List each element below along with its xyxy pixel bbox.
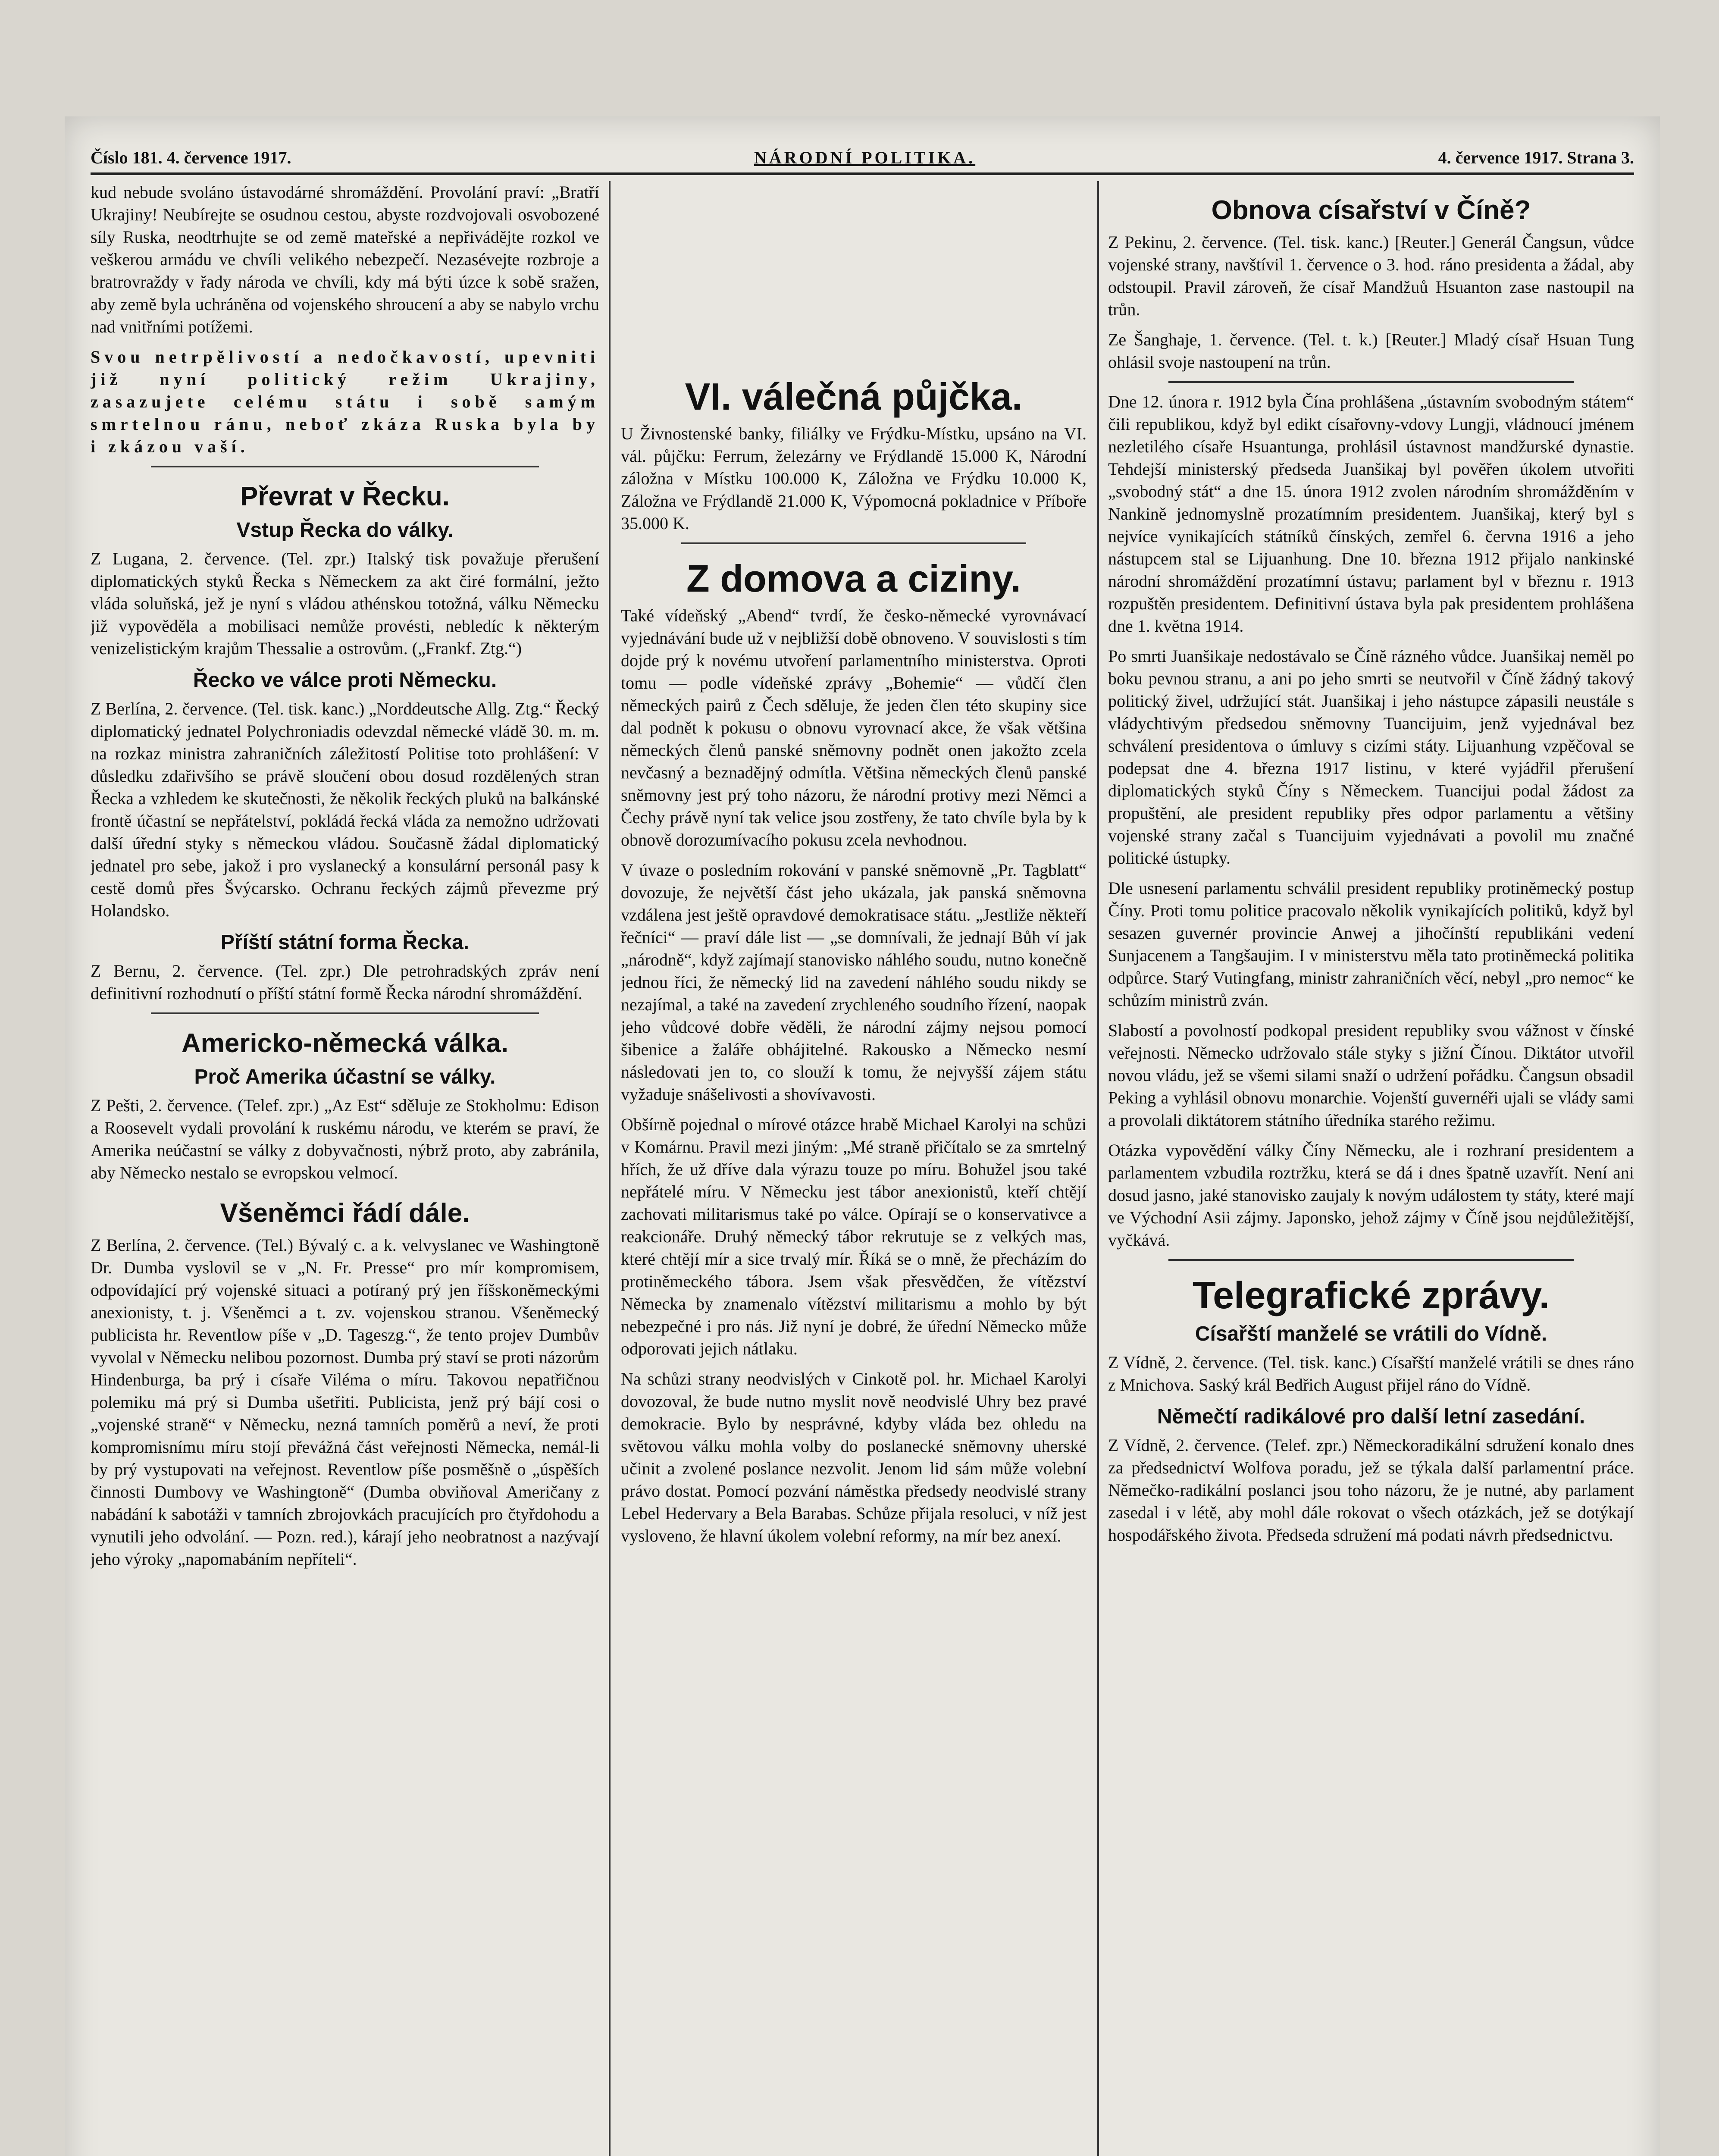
masthead: NÁRODNÍ POLITIKA. bbox=[754, 147, 976, 167]
article-text: Z Vídně, 2. července. (Telef. zpr.) Německoradikální sdružení konalo dnes za předsednictví Wolfova poradu, jež se týkala další parlamentní práce. Němečko-radikální poslanci jsou toho názoru, že je nutné, aby parlament zasedal i v létě, aby mohl dále rokovat o všech otázkách, jež se dotýkají hospodářského života. Předseda sdružení má podati návrh předsednictvu. bbox=[1108, 1435, 1634, 1545]
article-text: Z Vídně, 2. července. (Tel. tisk. kanc.) Císařští manželé vrátili se dnes ráno z Mnichova. Saský král Bedřich August přijel ráno do Vídně. bbox=[1108, 1353, 1634, 1395]
headline-recko: Převrat v Řecku. bbox=[240, 482, 450, 511]
page-header bbox=[91, 142, 1634, 175]
article-text: Také vídeňský „Abend“ tvrdí, že česko-německé vyrovnávací vyjednávání bude už v nejbližší době obnoveno. V souvislosti s tím dojde prý k novému utvoření parlamentního ministerstva. Oproti tomu — podle vídeňské zprávy „Bohemie“ — vůdčí člen německých pairů z Čech sděluje, že jeden člen této skupiny sice dal podnět k pokusu o obnovu vyrovnací akce, že však většina německých členů panské sněmovny podnět onen jakožto zcela nevčasný a beznadějný odmítla. Většina německých členů panské sněmovny jest prý toho názoru, že národní protivy mezi Němci a Čechy právě nyní tak velice jsou zostřeny, že tato chvíle byla by k obnově dorozumívacího pokusu zcela nevhodnou. bbox=[621, 606, 1087, 849]
article-text: Obšírně pojednal o mírové otázce hrabě Michael Karolyi na schůzi v Komárnu. Pravil mezi jiným: „Mé straně přičítalo se za smrtelný hřích, že už dříve dala výrazu touze po míru. Bohužel jsou také nepřátelé míru. V Německu jest tábor anexionistů, kteří chtějí zachovati militarismus také po válce. Opírají se o konservativce a reakcionáře. Druhý německý tábor rekrutuje se z velkých mas, které chtějí mír a sice trvalý mír. Říká se o mně, že přecházím do protiněmeckého tábora. Jsem však přesvědčen, že vítězství Německa by znamenalo vítězství militarismu a mohlo by být nebezpečné i pro nás. Již nyní je dobré, že úřední Německo může odporovati jejich nátlaku. bbox=[621, 1115, 1087, 1358]
column-2 bbox=[621, 181, 1087, 2156]
headline-pujcka: VI. válečná půjčka. bbox=[685, 375, 1023, 418]
article-text-spaced: Svou netrpělivostí a nedočkavostí, upevniti již nyní politický režim Ukrajiny, zasazujete celému státu i sobě samým smrtelnou ránu, neboť zkáza Ruska byla by i zkázou vaší. bbox=[91, 347, 599, 456]
divider bbox=[1168, 1259, 1574, 1261]
article-text: Dle usnesení parlamentu schválil president republiky protiněmecký postup Číny. Proti tomu politice pracovalo několik vynikajících politiků, když byl sesazen guvernér provincie Anwej a jihočínští republikáni vedení Sunjacenem a Tangšaujim. I v ministerstvu měla tato protiněmecká politika odpůrce. Starý Vutingfang, ministr zahraničních věcí, nebyl „pro nemoc“ ke schůzím ministrů zván. bbox=[1108, 878, 1634, 1010]
headline-telegraf: Telegrafické zprávy. bbox=[1192, 1274, 1550, 1316]
article-text: U Živnostenské banky, filiálky ve Frýdku-Místku, upsáno na VI. vál. půjčku: Ferrum, železárny ve Frýdlandě 15.000 K, Národní záložna v Místku 100.000 K, Záložna ve Frýdku 10.000 K, Záložna ve Frýdlandě 21.000 K, Výpomocná pokladnice v Příboře 35.000 K. bbox=[621, 424, 1087, 533]
article-text: Slabostí a povolností podkopal president republiky svou vážnost v čínské veřejnosti. Německo udržovalo stále styky s jižní Čínou. Diktátor utvořil novou vládu, jež se všemi silami snaží o udržení pořádku. Čangsun obsadil Peking a vyhlásil obnovu monarchie. Vojenští guvernéři ujali se vlády sami a provolali diktátorem státního úředníka starého režimu. bbox=[1108, 1021, 1634, 1130]
subheadline-forma: Příští státní forma Řecka. bbox=[220, 931, 470, 954]
header-right: 4. července 1917. Strana 3. bbox=[1438, 147, 1634, 167]
headline-domova: Z domova a ciziny. bbox=[686, 557, 1021, 600]
headline-cina: Obnova císařství v Číně? bbox=[1211, 195, 1531, 225]
article-text: Otázka vypovědění války Číny Německu, ale i rozhraní presidentem a parlamentem vzbudila roztržku, která se dá i dnes špatně uzavřít. Není ani dosud jasno, jaké stanovisko zaujaly k novým událostem ty státy, které mají ve Východní Asii zájmy. Japonsko, jehož zájmy v Číně jsou nejdůležitější, vyčkává. bbox=[1108, 1141, 1634, 1250]
subheadline-cisar: Císařští manželé se vrátili do Vídně. bbox=[1195, 1322, 1547, 1345]
article-text: Z Berlína, 2. července. (Tel.) Bývalý c. a k. velvyslanec ve Washingtoně Dr. Dumba vyslovil se v „N. Fr. Presse“ pro mír kompromisem, odpovídající prý vojenské situaci a potíraný prý jen říšskoněmeckými anexionisty, t. j. Všeněmci a t. zv. vojenskou stranou. Všeněmecký publicista hr. Reventlow píše v „D. Tageszg.“, že tento projev Dumbův vyvolal v Německu nelibou pozornost. Dumba prý staví se proti názorům Hindenburga, ba prý i císaře Viléma o míru. Takovou nepatřičnou polemiku má prý si Dumba ušetřiti. Publicista, jenž prý bájí cosi o „vojenské straně“ v Německu, nezná tamních poměrů a neví, že proti kompromisnímu míru stojí převážná část veřejnosti Německa, nemál-li by prý vystupovati na veřejnost. Reventlow píše posměšně o „úspěších činnosti Dumbovy ve Washingtoně“ (Dumba obviňoval Američany z nabádání k sabotáži v tamních zbrojovkách pracujících pro čtyřdohodu a vynutili jeho odvolání. — Pozn. red.), kárají jeho neobratnost a nazývají jeho výroky „napomabáním nepříteli“. bbox=[91, 1235, 599, 1569]
subheadline-amerika: Proč Amerika účastní se války. bbox=[194, 1065, 496, 1088]
divider bbox=[1168, 381, 1574, 383]
subheadline-recko: Vstup Řecka do války. bbox=[236, 519, 454, 542]
article-text: Po smrti Juanšikaje nedostávalo se Číně rázného vůdce. Juanšikaj neměl po boku pevnou stranu, a ani po jeho smrti se neutvořil v Číně žádný takový politický živel, udržující stát. Juanšikaj i jeho nástupce zápasili neustále s vládychtivým předsedou sněmovny Tuancijuim, jenž vyjednával bez schválení presidentova o úmluvy s cizími státy. Lijuanhung vzpěčoval se podepsat dne 4. března 1917 listinu, v které vyjádřil přerušení diplomatických styků Číny s Německem. Tuancijui podal žádost za propuštění, ale president republiky přes odpor parlamentu a většiny vojenské strany začal s Tuancijuim vyjednávati a povolil mu značné politické ústupky. bbox=[1108, 646, 1634, 868]
article-text: Ze Šanghaje, 1. července. (Tel. t. k.) [Reuter.] Mladý císař Hsuan Tung ohlásil svoje nastoupení na trůn. bbox=[1108, 330, 1634, 372]
header-left: Číslo 181. 4. července 1917. bbox=[91, 147, 291, 167]
divider bbox=[681, 542, 1026, 544]
newspaper-page bbox=[65, 116, 1660, 2156]
divider bbox=[151, 1012, 539, 1014]
subheadline-recko-valka: Řecko ve válce proti Německu. bbox=[193, 669, 497, 692]
headline-amerika: Americko-německá válka. bbox=[181, 1028, 509, 1058]
article-text: Z Pekinu, 2. července. (Tel. tisk. kanc.) [Reuter.] Generál Čangsun, vůdce vojenské strany, navštívil 1. července o 3. hod. ráno presidenta a žádal, aby odstoupil. Pravil zároveň, že císař Mandžuů Hsuanton zase nastoupil na trůn. bbox=[1108, 232, 1634, 319]
article-text: Na schůzi strany neodvislých v Cinkotě pol. hr. Michael Karolyi dovozoval, že bude nutno myslit nově neodvislé Uhry bez pravé demokracie. Bylo by nesprávné, kdyby vláda bez ohledu na světovou válku mohla volby do poslanecké sněmovny uherské učinit a zvolené poslance nezvolit. Jenom lid sám může volební právo dostat. Pomocí pozvání náměstka předsedy neodvislé strany Lebel Hedervary a Bela Barabas. Schůze přijala resoluci, v níž jest vysloveno, že hlavní úkolem volební reformy, na mír bez anexí. bbox=[621, 1369, 1087, 1545]
column-3 bbox=[1108, 181, 1634, 2156]
article-text: Z Bernu, 2. července. (Tel. zpr.) Dle petrohradských zpráv není definitivní rozhodnutí o příští státní formě Řecka národní shromáždění. bbox=[91, 961, 599, 1003]
divider bbox=[151, 466, 539, 467]
headline-vsenemci: Všeněmci řádí dále. bbox=[220, 1198, 470, 1228]
column-1 bbox=[91, 181, 599, 2156]
column-rule bbox=[609, 181, 611, 2156]
article-text: Dne 12. února r. 1912 byla Čína prohlášena „ústavním svobodným státem“ čili republikou, když byl edikt císařovny-vdovy Lungji, vládnoucí jménem nezletilého císaře Hsuantunga, prohlásil ústavnost mandžurské dynastie. Tehdejší ministerský předseda Juanšikaj byl pověřen úkolem utvořiti „svobodný stát“ a dne 15. února 1912 zvolen národním shromážděním v Nankině jednomyslně prozatímním presidentem. Juanšikaj, který byl s nejvíce vynikajících státníků čínských, zemřel 6. června 1916 a jeho nástupcem stal se Lijuanhung. Dne 10. března 1912 přijalo nankinské národní shromáždění prozatímní ústavu; parlament byl v březnu r. 1913 rozpuštěn presidentem. Definitivní ústava byla pak presidentem prohlášena dne 1. května 1914. bbox=[1108, 392, 1634, 636]
article-text: Z Pešti, 2. července. (Telef. zpr.) „Az Est“ sděluje ze Stokholmu: Edison a Roosevelt vydali provolání k ruskému národu, ve kterém se praví, že Amerika neúčastní se války z dobyvačnosti, nýbrž proto, aby zabránila, aby Německo nestalo se evropskou velmocí. bbox=[91, 1096, 599, 1182]
article-text: Z Lugana, 2. července. (Tel. zpr.) Italský tisk považuje přerušení diplomatických styků Řecka s Německem za akt čiré formální, ježto vláda soluňská, jež je nyní s vládou athénskou totožná, válku Německu již vypověděla a mobilisaci nemůže provésti, nebledíc k některým venizelistickým krajům Thessalie a ostrovům. („Frankf. Ztg.“) bbox=[91, 549, 599, 658]
article-text: Z Berlína, 2. července. (Tel. tisk. kanc.) „Norddeutsche Allg. Ztg.“ Řecký diplomatický jednatel Polychroniadis odevzdal německé vládě 30. m. m. na rozkaz ministra zahraničních záležitostí Politise toto prohlášení: V důsledku zdařivšího se právě sloučení obou dosud rozdělených stran Řecka a vzhledem ke skutečnosti, že několik řeckých pluků na balkánské frontě účastní se nepřátelství, pokládá řecká vláda za nemožno udržovati další úřední styky s německou vládou. Současně žádal diplomatický jednatel pro sebe, jakož i pro vyslanecký a konsulární personál pasy k cestě domů přes Švýcarsko. Ochranu řeckých zájmů převezme prý Holandsko. bbox=[91, 699, 599, 920]
column-rule bbox=[1097, 181, 1099, 2156]
article-text: V úvaze o posledním rokování v panské sněmovně „Pr. Tagblatt“ dovozuje, že největší část jeho ukázala, jak panská sněmovna vzdálena jest ještě opravdové demokratisace státu. „Jestliže někteří řečníci“ — praví dále list — „se domnívali, že jednají Bůh ví jak „národně“, když zajímají stanovisko náhlého soudu, nutno konečně jednou říci, že německý lid na zavedení náhlého soudu nikdy se nezajímal, a také na zavedení zrychleného soudního řízení, naopak jeho vůdcové dobře věděli, že národní zájmy nejsou pomocí šibenice a žaláře obhájitelné. Rakousko a Německo nesmí následovati jen to, co slouží k tomu, že nejvyšší zájem státu vyžaduje snášelivosti a shovívavosti. bbox=[621, 860, 1087, 1104]
subheadline-radikal: Němečtí radikálové pro další letní zasedání. bbox=[1157, 1405, 1585, 1428]
article-text: kud nebude svoláno ústavodárné shromáždění. Provolání praví: „Bratří Ukrajiny! Neubírejte se osudnou cestou, abyste rozdvojovali osvobozené síly Ruska, neodtrhujte se od země mateřské a nepřivádějte rozkol ve veškerou armádu ve chvíli velikého nebezpečí. Nezasévejte rozbroje a bratrovraždy v řady národa ve chvíli, kdy má býti úzce k sobě sražen, aby země byla uchráněna od vojenského shroucení a aby se nabylo vrchu nad vnitřními potížemi. bbox=[91, 182, 599, 336]
